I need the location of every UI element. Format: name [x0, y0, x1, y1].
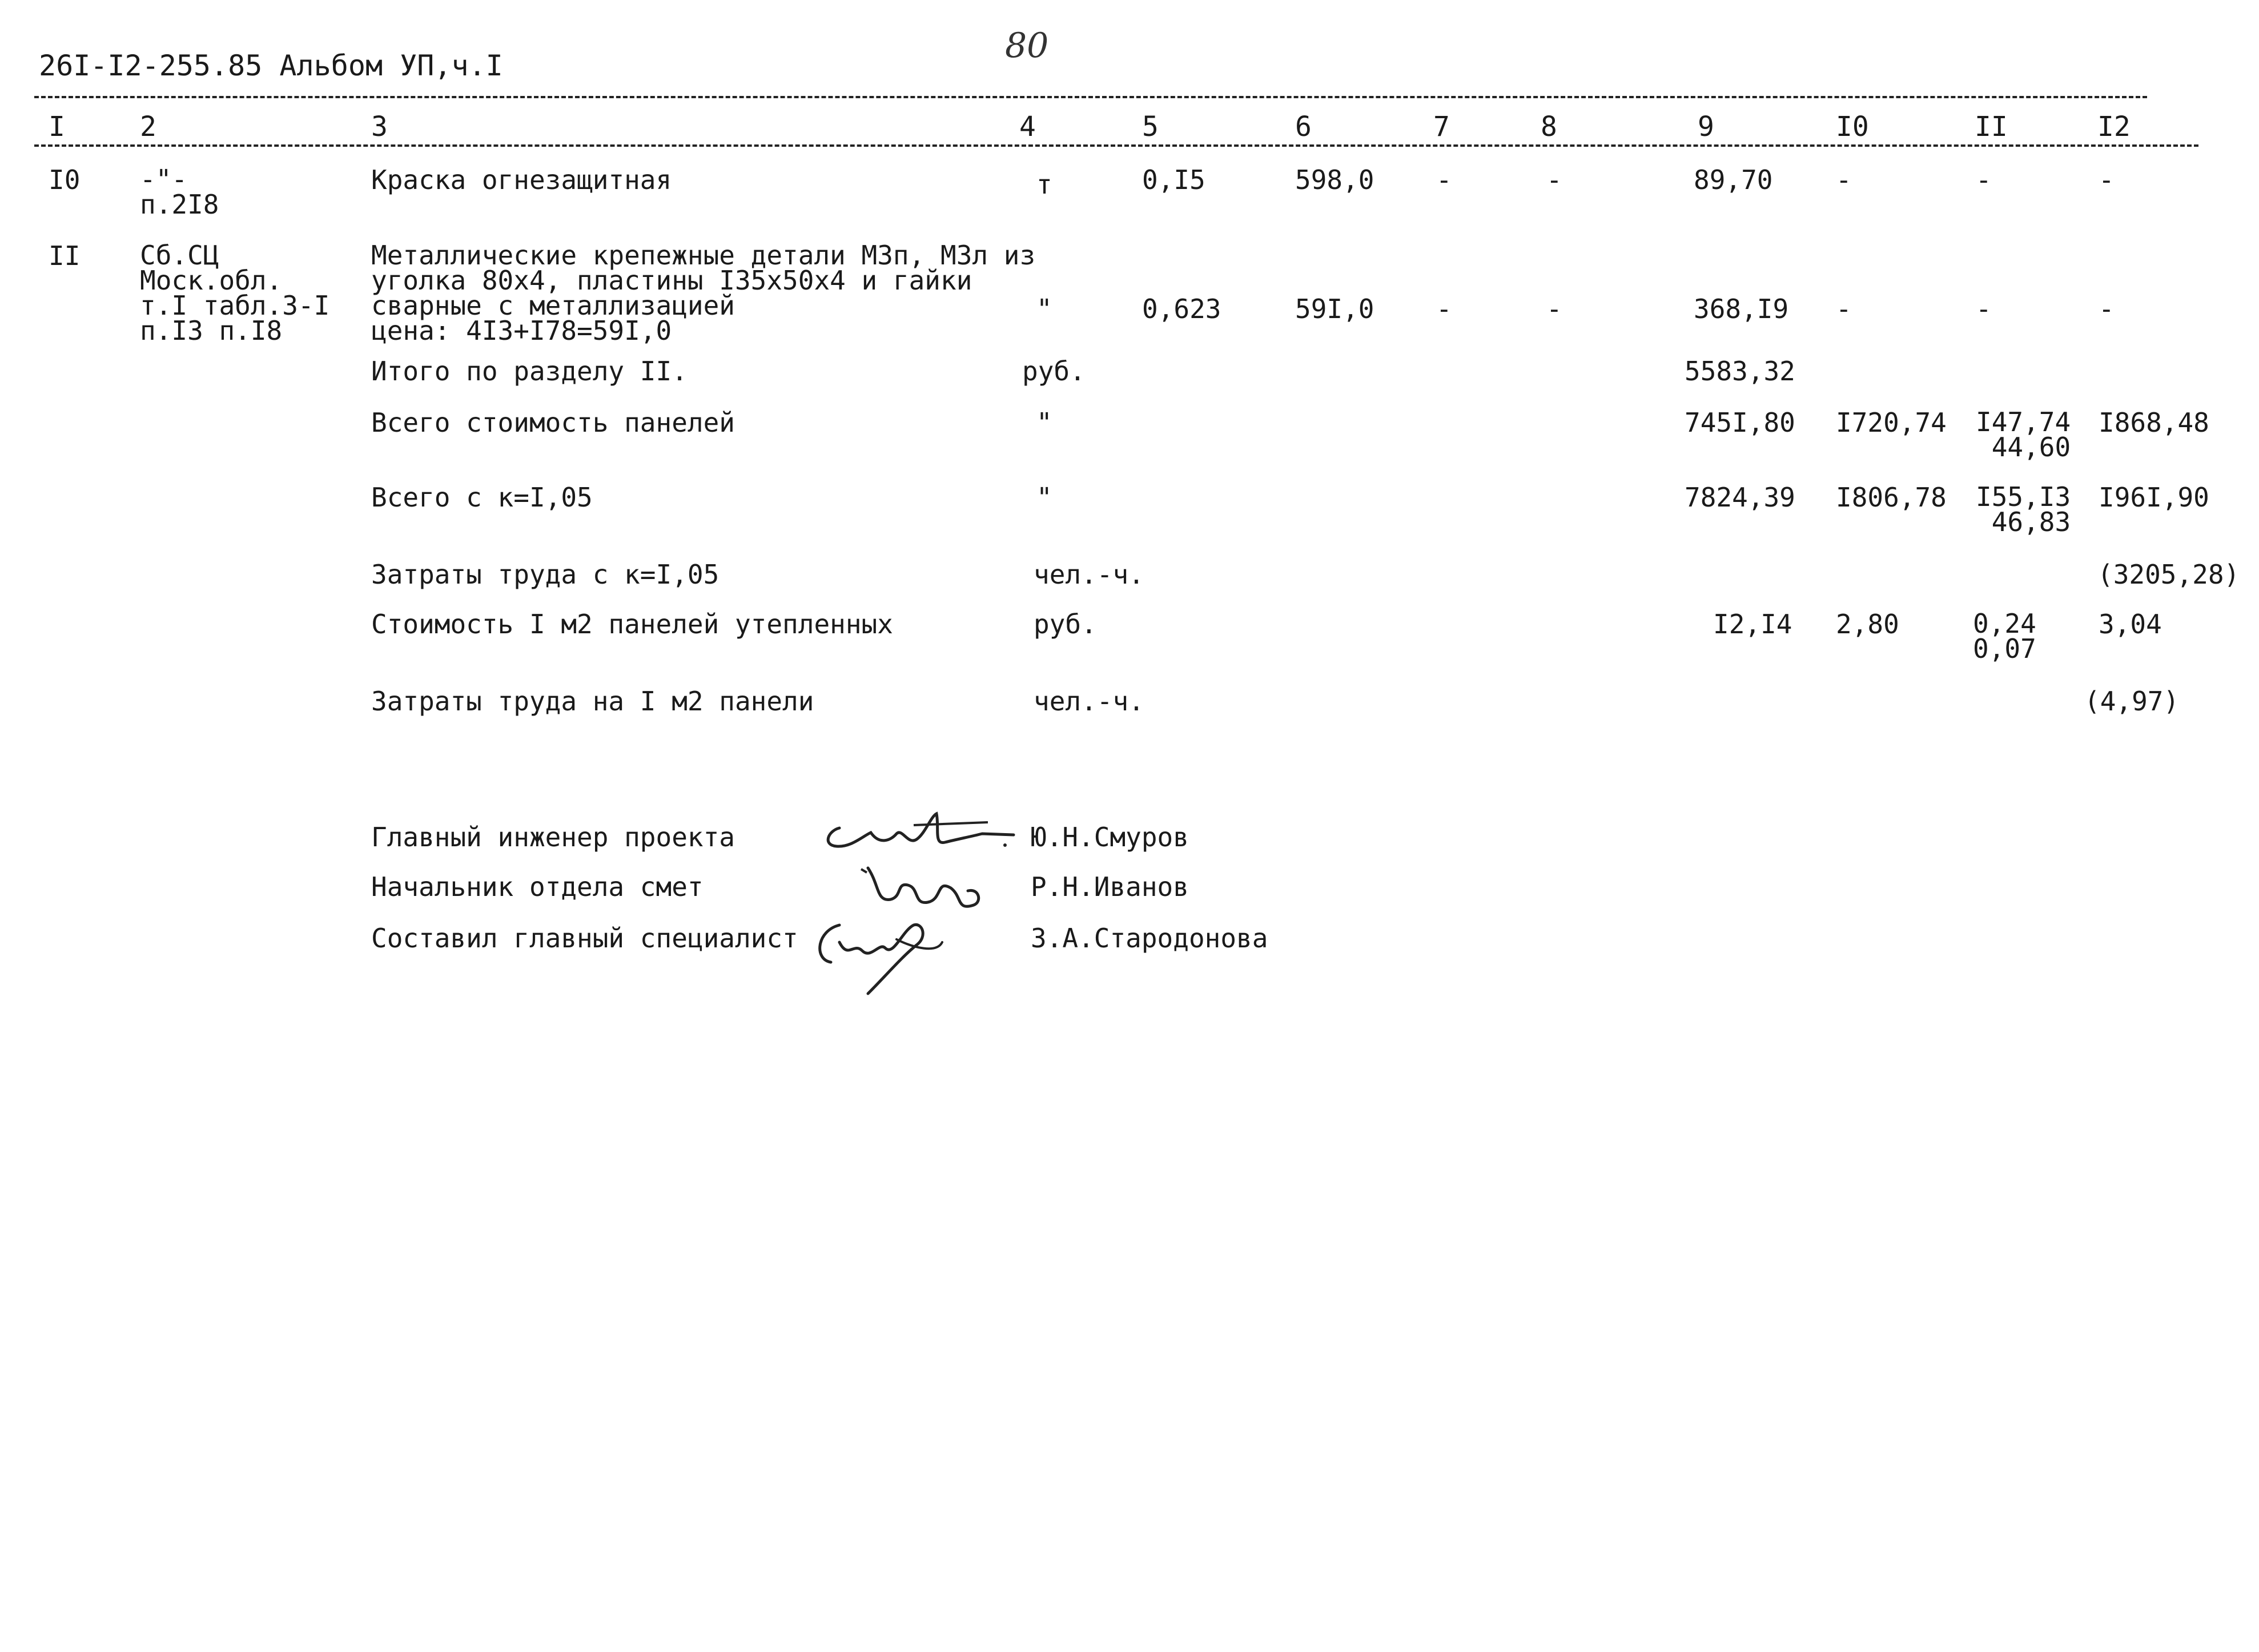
signatory-name: Р.Н.Иванов [1031, 871, 1189, 902]
signatory-role: Составил главный специалист [371, 923, 798, 954]
name-line: цена: 4I3+I78=59I,0 [371, 315, 672, 346]
col-header-9: 9 [1698, 111, 1714, 143]
row-quantity: 0,623 [1142, 294, 1221, 324]
row-unit: т [1036, 169, 1052, 200]
row-name: Краска огнезащитная [371, 164, 672, 195]
col-header-8: 8 [1541, 111, 1557, 143]
row-price: 598,0 [1295, 164, 1374, 195]
row-col-7: - [1436, 164, 1452, 195]
row-reference [140, 164, 219, 220]
reference-line: Моск.обл. [140, 265, 283, 296]
col-header-11: II [1975, 111, 2008, 143]
row-name [371, 240, 1036, 346]
row-col-10: - [1836, 164, 1852, 195]
signatory-name: Ю.Н.Смуров [1031, 822, 1189, 853]
row-number: II [49, 240, 81, 271]
col-header-4: 4 [1019, 111, 1036, 143]
summary-col-10: I720,74 [1836, 407, 1947, 438]
column-header-rule [34, 144, 2198, 147]
row-col-12: - [2099, 164, 2115, 195]
summary-label: Итого по разделу II. [371, 356, 688, 387]
name-line: сварные с металлизацией [371, 290, 735, 321]
row-unit: " [1036, 294, 1052, 324]
summary-col-11 [1973, 608, 2036, 664]
row-col-8: - [1546, 164, 1562, 195]
handwritten-signature-3 [799, 908, 959, 1005]
summary-label: Всего стоимость панелей [371, 407, 735, 438]
row-total: 368,I9 [1694, 294, 1789, 324]
header-rule [34, 96, 2147, 98]
summary-col-10: 2,80 [1836, 609, 1899, 640]
summary-col-9: 745I,80 [1685, 407, 1795, 438]
row-col-11: - [1976, 164, 1992, 195]
summary-col-9: 5583,32 [1685, 356, 1795, 387]
signatory-role: Начальник отдела смет [371, 871, 704, 902]
col-header-5: 5 [1142, 111, 1159, 143]
row-col-7: - [1436, 294, 1452, 324]
page-number: 80 [1005, 26, 1049, 66]
summary-col-11-line: 0,07 [1973, 633, 2036, 664]
signatory-role: Главный инженер проекта [371, 822, 735, 853]
summary-col-12: (4,97) [2084, 686, 2180, 717]
summary-col-9: I2,I4 [1713, 609, 1792, 640]
summary-col-12: I868,48 [2099, 407, 2209, 438]
row-number: I0 [49, 164, 81, 195]
summary-col-11-line: 0,24 [1973, 608, 2036, 639]
summary-unit: " [1036, 482, 1052, 513]
row-quantity: 0,I5 [1142, 164, 1205, 195]
summary-col-9: 7824,39 [1685, 482, 1795, 513]
row-col-8: - [1546, 294, 1562, 324]
col-header-2: 2 [140, 111, 156, 143]
signatory-name: З.А.Стародонова [1031, 923, 1268, 954]
summary-col-10: I806,78 [1836, 482, 1947, 513]
col-header-1: I [49, 111, 65, 143]
summary-label: Затраты труда с к=I,05 [371, 559, 719, 590]
summary-unit: чел.-ч. [1034, 559, 1144, 590]
reference-line: п.2I8 [140, 189, 219, 220]
col-header-3: 3 [371, 111, 388, 143]
document-code: 26I-I2-255.85 Альбом УП,ч.I [39, 49, 503, 82]
summary-label: Стоимость I м2 панелей утепленных [371, 609, 893, 640]
summary-col-11-line: 46,83 [1991, 507, 2071, 537]
summary-col-11-line: I47,74 [1976, 407, 2071, 437]
summary-col-11-line: I55,I3 [1976, 481, 2071, 512]
col-header-10: I0 [1836, 111, 1869, 143]
row-reference [140, 240, 330, 346]
summary-col-12: I96I,90 [2099, 482, 2209, 513]
summary-unit: " [1036, 407, 1052, 438]
summary-unit: руб. [1022, 356, 1086, 387]
summary-unit: чел.-ч. [1034, 686, 1144, 717]
name-line: уголка 80х4, пластины I35х50х4 и гайки [371, 265, 972, 296]
name-line: Металлические крепежные детали МЗп, МЗл из [371, 240, 1036, 271]
summary-col-11-line: 44,60 [1991, 432, 2071, 463]
summary-label: Всего с к=I,05 [371, 482, 593, 513]
handwritten-signature-1 [817, 805, 1028, 857]
reference-line: п.I3 п.I8 [140, 315, 283, 346]
col-header-6: 6 [1295, 111, 1312, 143]
summary-col-12: (3205,28) [2097, 559, 2240, 590]
summary-col-11 [1976, 407, 2071, 463]
summary-col-11 [1976, 481, 2071, 537]
summary-col-12: 3,04 [2099, 609, 2162, 640]
col-header-7: 7 [1433, 111, 1450, 143]
reference-line: т.I табл.3-I [140, 290, 330, 321]
row-col-10: - [1836, 294, 1852, 324]
summary-label: Затраты труда на I м2 панели [371, 686, 814, 717]
summary-unit: руб. [1034, 609, 1097, 640]
reference-line: -"- [140, 164, 188, 195]
reference-line: Сб.СЦ [140, 240, 219, 271]
row-col-11: - [1976, 294, 1992, 324]
col-header-12: I2 [2097, 111, 2131, 143]
row-total: 89,70 [1694, 164, 1773, 195]
row-col-12: - [2099, 294, 2115, 324]
row-price: 59I,0 [1295, 294, 1374, 324]
